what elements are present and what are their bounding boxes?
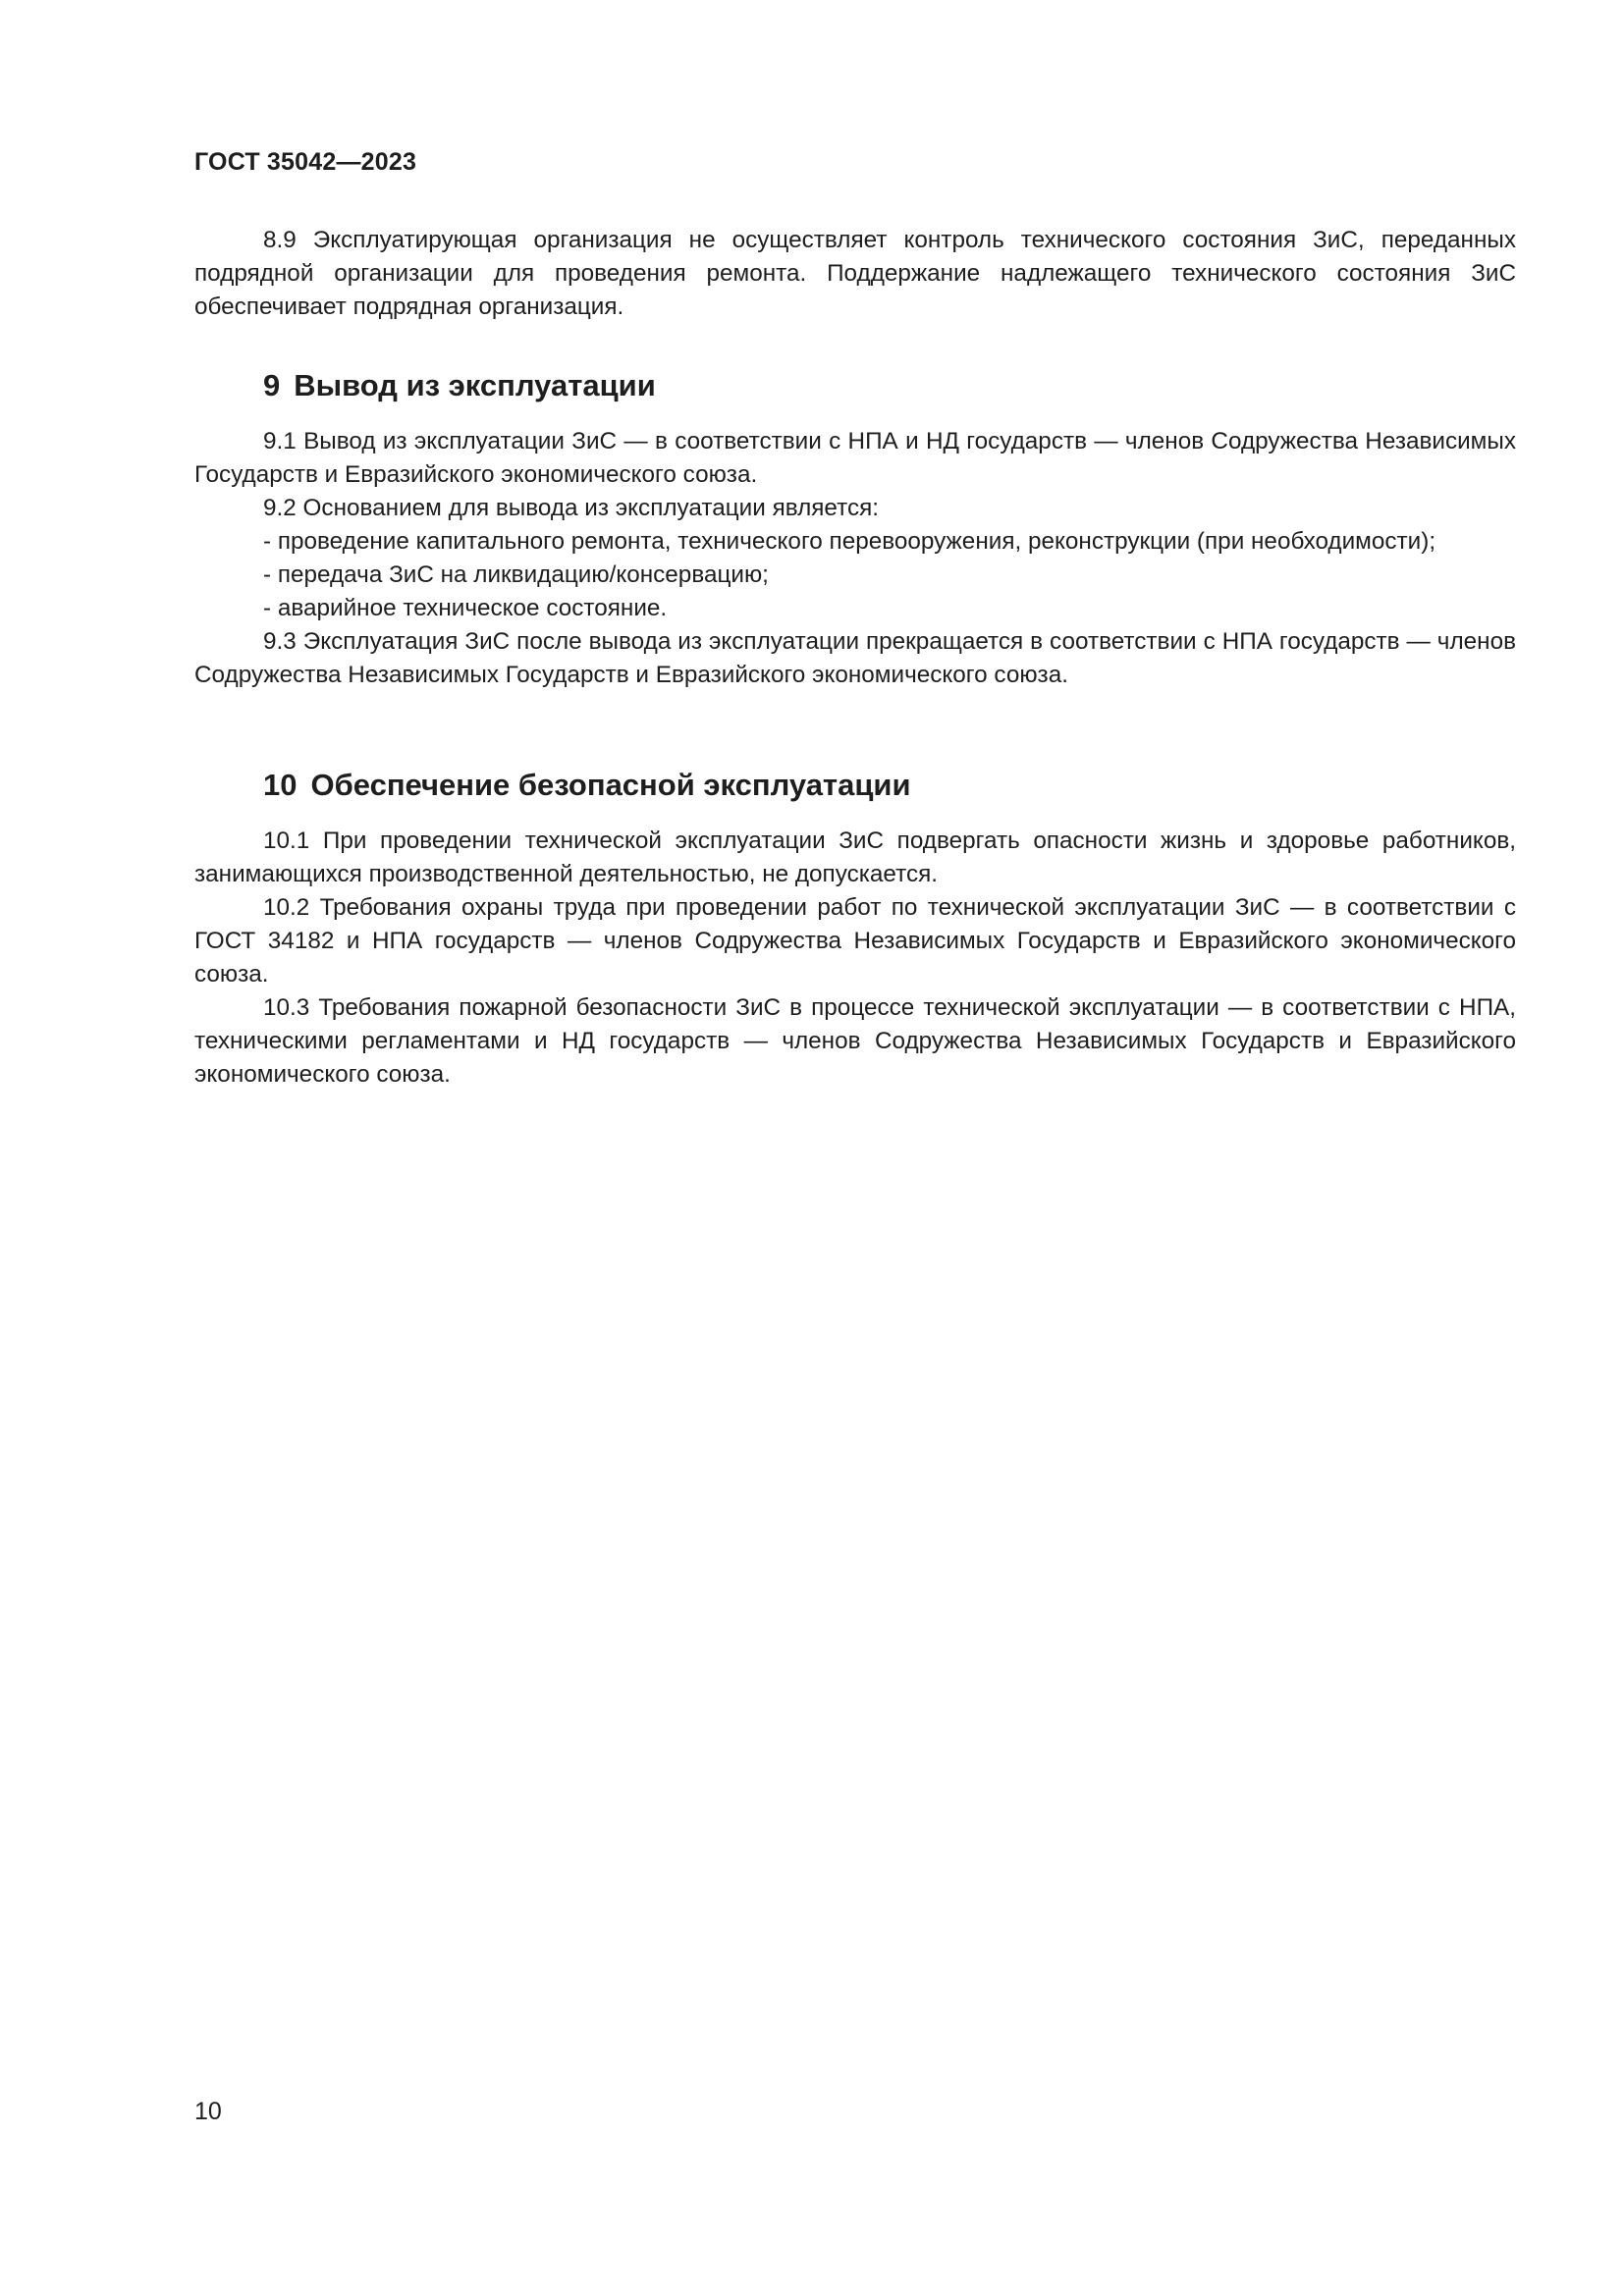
section-8-block [194,224,1516,324]
section-title-9: Вывод из эксплуатации [294,368,656,402]
paragraph-9-2: 9.2 Основанием для вывода из эксплуатации является: [263,495,880,521]
section-10-heading-block [194,766,1516,805]
list-item: - передача ЗиС на ликвидацию/консервацию; [263,561,769,588]
page-number: 10 [194,2098,222,2125]
section-title-10: Обеспечение безопасной эксплуатации [310,768,911,802]
document-code-header: ГОСТ 35042—2023 [194,148,417,176]
section-heading-10 [194,766,1516,805]
list-item: - проведение капитального ремонта, технического перевооружения, реконструкции (при необходимости); [263,528,1436,555]
section-heading-9 [194,366,1516,405]
section-9-heading-block [194,366,1516,405]
list-item: - аварийное техническое состояние. [263,595,668,621]
paragraph-9-1: 9.1 Вывод из эксплуатации ЗиС — в соответствии с НПА и НД государств — членов Содружества Независимых Государств и Евразийского экономического союза. [194,428,1516,488]
paragraph-10-1: 10.1 При проведении технической эксплуатации ЗиС подвергать опасности жизнь и здоровье работников, занимающихся производственной деятельностью, не допускается. [194,828,1516,887]
paragraph-10-2: 10.2 Требования охраны труда при проведении работ по технической эксплуатации ЗиС — в соответствии с ГОСТ 34182 и НПА государств — членов Содружества Независимых Государств и Евразийского экономического союза. [194,894,1516,988]
paragraph-8-9: 8.9 Эксплуатирующая организация не осуществляет контроль технического состояния ЗиС, переданных подрядной организации для проведения ремонта. Поддержание надлежащего технического состояния ЗиС обеспечивает подрядная организация. [194,227,1516,320]
paragraph-10-3: 10.3 Требования пожарной безопасности ЗиС в процессе технической эксплуатации — в соответствии с НПА, техническими регламентами и НД государств — членов Содружества Независимых Государств и Евразийского экономического союза. [194,994,1516,1088]
section-number-10: 10 [263,768,298,802]
paragraph-9-3: 9.3 Эксплуатация ЗиС после вывода из эксплуатации прекращается в соответствии с НПА государств — членов Содружества Независимых Государств и Евразийского экономического союза. [194,628,1516,688]
section-number-9: 9 [263,368,281,402]
section-10-body [194,825,1516,1092]
section-9-body [194,425,1516,692]
